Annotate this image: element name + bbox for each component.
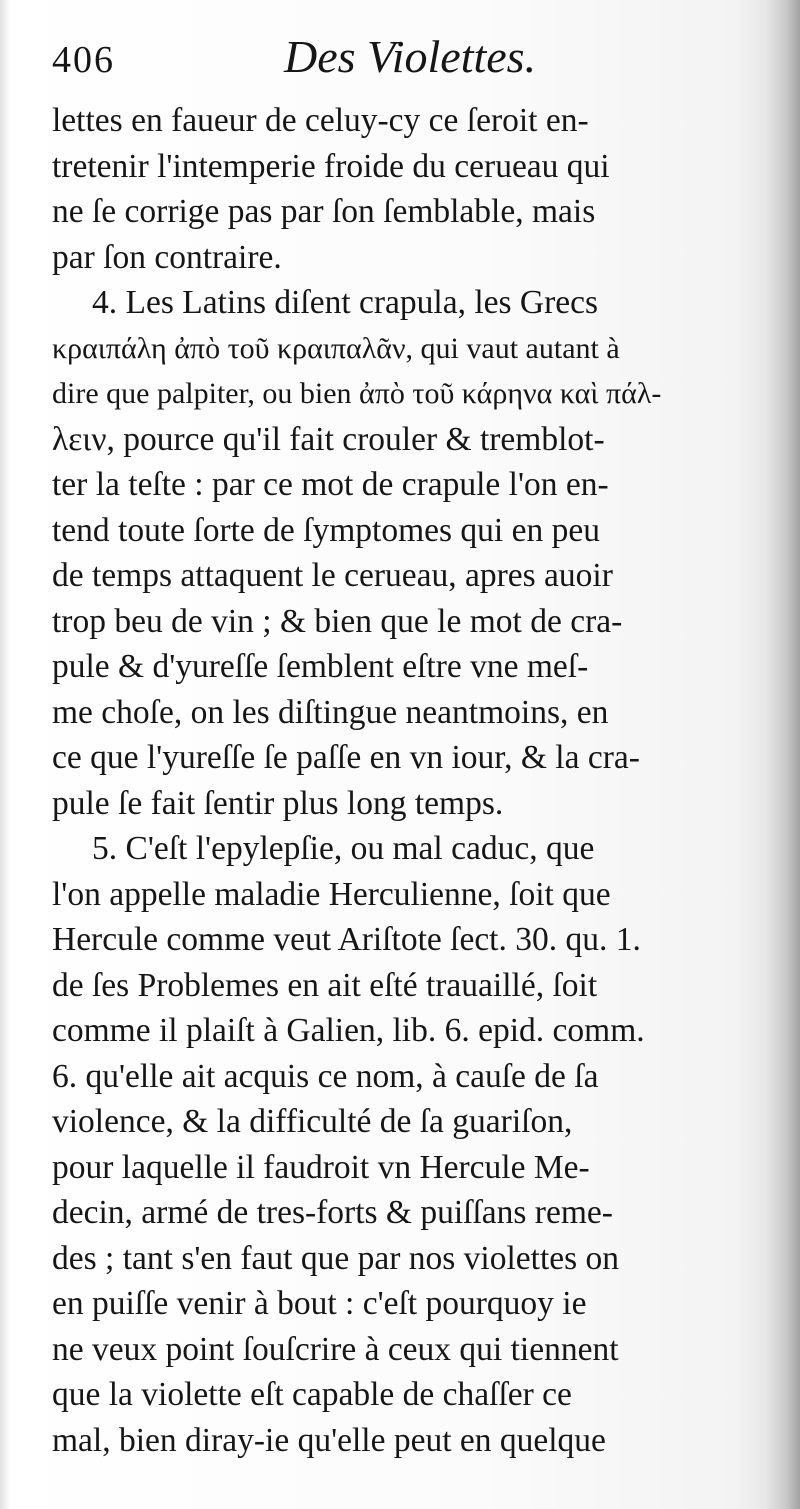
text-line: pule & d'yureſſe ſemblent eſtre vne meſ- [52,648,589,685]
page-gutter-shadow [766,0,800,1509]
greek-text-line: dire que palpiter, ou bien ἀπὸ τοῦ κάρηνα καὶ πάλ- [52,377,662,410]
text-line: mal, bien diray-ie qu'elle peut en quelque [52,1421,606,1459]
text-line: de ſes Problemes en ait eſté trauaillé, ſoit [52,966,598,1004]
text-line: pour laquelle il faudroit vn Hercule Me- [52,1148,590,1186]
text-line: ce que l'yureſſe ſe paſſe en vn iour, & la cra- [52,739,640,776]
page-number: 406 [52,39,115,81]
text-line: decin, armé de tres-forts & puiſſans reme- [52,1194,613,1231]
text-line: me choſe, on les diſtingue neantmoins, en [52,693,609,731]
paragraph-4-start: 4. Les Latins diſent crapula, les Grecs [92,284,599,321]
text-line: ne ſe corrige pas par ſon ſemblable, mais [52,193,596,230]
text-line: 6. qu'elle ait acquis ce nom, à cauſe de ſa [52,1057,599,1095]
text-line: comme il plaiſt à Galien, lib. 6. epid. comm. [52,1012,645,1049]
page-header [52,30,742,92]
text-line: en puiſſe venir à bout : c'eſt pourquoy ie [52,1285,587,1322]
text-line: tretenir l'intemperie froide du cerueau qui [52,147,610,185]
text-line: que la violette eſt capable de chaſſer ce [52,1376,572,1413]
text-line: des ; tant s'en faut que par nos violettes on [52,1239,620,1277]
text-line: l'on appelle maladie Herculienne, ſoit que [52,875,611,913]
text-line: ter la teſte : par ce mot de crapule l'on en- [52,466,609,503]
text-line: Hercule comme veut Ariſtote ſect. 30. qu. 1. [52,921,641,958]
text-line: de temps attaquent le cerueau, apres auoir [52,557,613,594]
page-left-shadow [0,0,10,1509]
text-line: trop beu de vin ; & bien que le mot de cra- [52,602,623,640]
greek-text-line: κραιπάλη ἀπὸ τοῦ κραιπαλᾶν, qui vaut autant à [52,331,620,365]
text-line: par ſon contraire. [52,238,282,276]
text-line: lettes en faueur de celuy-cy ce ſeroit en- [52,102,589,139]
text-line: λειν, pource qu'il fait crouler & tremblot- [52,420,605,458]
text-line: ne veux point ſouſcrire à ceux qui tiennent [52,1330,619,1368]
text-line: pule ſe fait ſentir plus long temps. [52,784,504,822]
text-line: tend toute ſorte de ſymptomes qui en peu [52,511,600,549]
text-line: violence, & la difficulté de ſa guariſon, [52,1103,573,1140]
running-title: Des Violettes. [284,31,537,82]
paragraph-5-start: 5. C'eſt l'epylepſie, ou mal caduc, que [92,830,595,867]
body-text [52,98,742,1463]
